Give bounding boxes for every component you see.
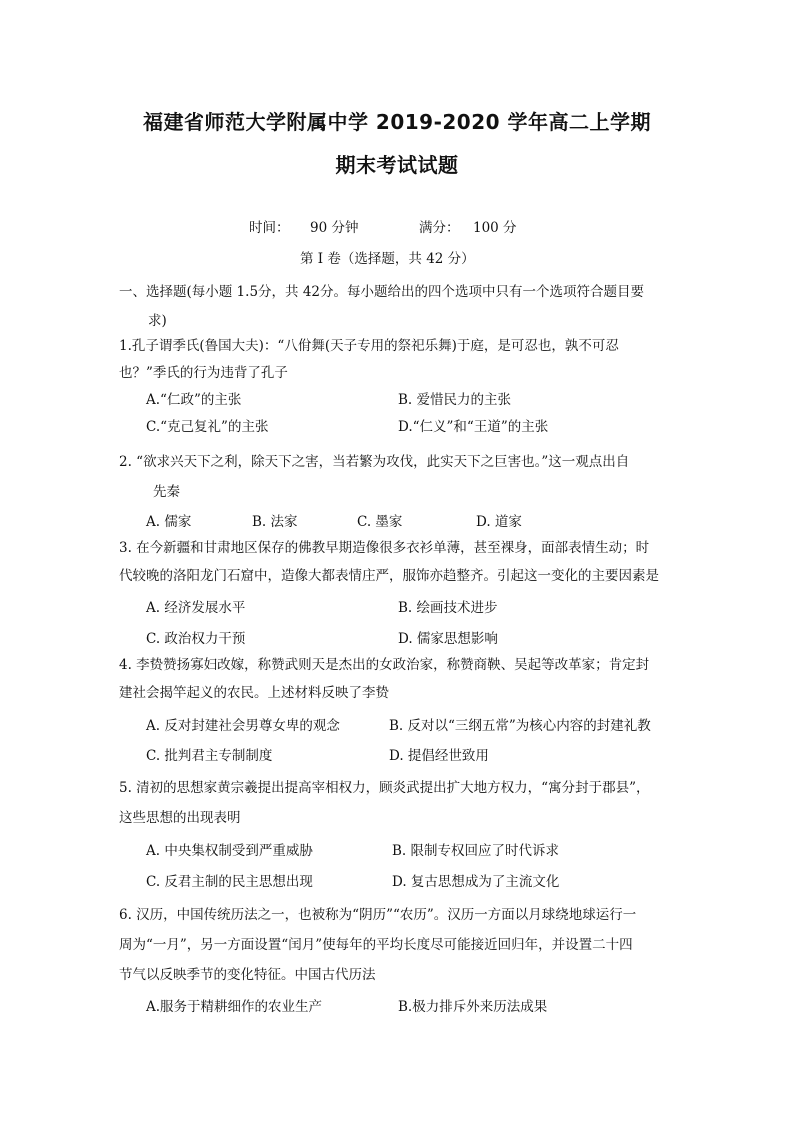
question-stem-line: 5. 清初的思想家黄宗羲提出提高宰相权力，顾炎武提出扩大地方权力，“寓分封于郡县”， <box>119 780 650 796</box>
option-c: C. 政治权力干预 <box>146 631 246 647</box>
option-b: B.极力排斥外来历法成果 <box>398 999 548 1015</box>
question-stem-line: 2. “欲求兴天下之利，除天下之害，当若繁为攻伐，此实天下之巨害也。”这一观点出自 <box>119 454 630 470</box>
question-stem-line: 这些思想的出现表明 <box>119 810 241 826</box>
exam-title-line1: 福建省师范大学附属中学 2019-2020 学年高二上学期 <box>142 110 652 134</box>
option-b: B. 限制专权回应了时代诉求 <box>392 843 560 859</box>
question-stem-line: 节气以反映季节的变化特征。中国古代历法 <box>119 967 376 983</box>
option-b: B. 法家 <box>252 514 298 530</box>
option-c: C. 墨家 <box>357 514 403 530</box>
question-stem-line: 代较晚的洛阳龙门石窟中，造像大都表情庄严，服饰亦趋整齐。引起这一变化的主要因素是 <box>119 568 659 584</box>
question-stem-line: 也？”季氏的行为违背了孔子 <box>119 365 288 381</box>
question-stem-line: 4. 李贽赞扬寡妇改嫁，称赞武则天是杰出的女政治家，称赞商鞅、吴起等改革家；肯定封 <box>119 657 650 673</box>
exam-title-line2: 期末考试试题 <box>335 153 459 177</box>
option-a: A.“仁政”的主张 <box>146 392 242 408</box>
option-a: A. 中央集权制受到严重威胁 <box>146 843 313 859</box>
volume-title: 第 I 卷（选择题，共 42 分） <box>300 251 475 267</box>
option-c: C. 反君主制的民主思想出现 <box>146 874 313 890</box>
option-a: A. 经济发展水平 <box>146 600 246 616</box>
score-label: 满分： <box>419 220 460 236</box>
section-title-line1: 一、选择题(每小题 1.5分，共 42分。每小题给出的四个选项中只有一个选项符合题目要 <box>119 284 644 300</box>
option-a: A.服务于精耕细作的农业生产 <box>146 999 323 1015</box>
question-stem-line: 周为“一月”，另一方面设置“闰月”使每年的平均长度尽可能接近回归年，并设置二十四 <box>119 937 633 953</box>
option-d: D. 提倡经世致用 <box>389 748 489 764</box>
option-d: D.“仁义”和“王道”的主张 <box>398 419 549 435</box>
option-c: C. 批判君主专制制度 <box>146 748 273 764</box>
option-d: D. 道家 <box>476 514 522 530</box>
option-a: A. 反对封建社会男尊女卑的观念 <box>146 718 340 734</box>
score-value: 100 分 <box>473 220 517 236</box>
question-stem-line: 建社会揭竿起义的农民。上述材料反映了李贽 <box>119 685 389 701</box>
option-b: B. 爱惜民力的主张 <box>398 392 512 408</box>
question-stem-line: 先秦 <box>153 484 180 500</box>
question-stem-line: 1.孔子谓季氏(鲁国大夫)：“八佾舞(天子专用的祭祀乐舞)于庭，是可忍也，孰不可忍 <box>119 338 619 354</box>
time-value: 90 分钟 <box>310 220 359 236</box>
option-a: A. 儒家 <box>146 514 192 530</box>
question-stem-line: 3. 在今新疆和甘肃地区保存的佛教早期造像很多衣衫单薄，甚至裸身，面部表情生动；时 <box>119 540 650 556</box>
section-title-line2: 求) <box>148 313 167 329</box>
option-d: D. 复古思想成为了主流文化 <box>392 874 560 890</box>
question-stem-line: 6. 汉历，中国传统历法之一，也被称为“阴历”“农历”。汉历一方面以月球绕地球运行一 <box>119 907 637 923</box>
option-d: D. 儒家思想影响 <box>398 631 498 647</box>
option-c: C.“克己复礼”的主张 <box>146 419 269 435</box>
time-label: 时间： <box>249 220 290 236</box>
option-b: B. 反对以“三纲五常”为核心内容的封建礼教 <box>389 718 651 734</box>
option-b: B. 绘画技术进步 <box>398 600 498 616</box>
